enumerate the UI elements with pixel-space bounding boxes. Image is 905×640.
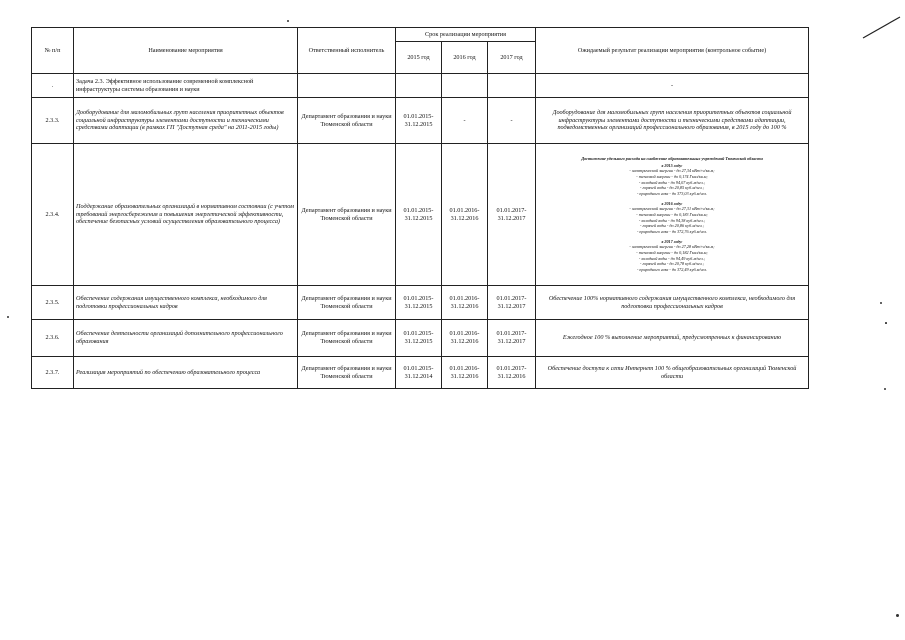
energy-indicator: - электрической энергии - до 27,31 кВт×ч/кв.м; bbox=[629, 206, 715, 212]
energy-indicator: - природного газа - до 373,03 куб.м/чел. bbox=[636, 191, 708, 197]
row-period-2016: 01.01.2016-31.12.2016 bbox=[442, 286, 488, 320]
program-activities-table bbox=[31, 27, 809, 389]
scan-speck bbox=[880, 302, 882, 304]
row-num: 2.3.5. bbox=[32, 286, 74, 320]
energy-year-label: в 2016 году: bbox=[661, 200, 683, 206]
row-period-2017: 01.01.2017-31.12.2017 bbox=[488, 320, 536, 357]
row-period-2015: 01.01.2015-31.12.2015 bbox=[396, 144, 442, 286]
row-responsible: Департамент образования и науки Тюменской области bbox=[298, 320, 396, 357]
header-2017: 2017 год bbox=[488, 42, 536, 74]
scan-speck bbox=[884, 388, 886, 390]
row-responsible: Департамент образования и науки Тюменской области bbox=[298, 357, 396, 389]
table-row bbox=[32, 144, 809, 286]
row-period-2017: - bbox=[488, 98, 536, 144]
row-responsible: Департамент образования и науки Тюменской области bbox=[298, 144, 396, 286]
task-2017 bbox=[488, 74, 536, 98]
scan-speck bbox=[896, 614, 899, 617]
table-row bbox=[32, 98, 809, 144]
row-period-2015: 01.01.2015-31.12.2014 bbox=[396, 357, 442, 389]
row-expected-result: Ежегодное 100 % выполнение мероприятий, предусмотренных к финансированию bbox=[536, 320, 809, 357]
energy-indicator: - горячей воды - до 20,86 куб.м/чел.; bbox=[640, 223, 704, 229]
row-period-2017: 01.01.2017-31.12.2017 bbox=[488, 286, 536, 320]
row-period-2015: 01.01.2015-31.12.2015 bbox=[396, 320, 442, 357]
task-title: Задача 2.3. Эффективное использование современной комплексной инфраструктуры системы образования и науки bbox=[74, 74, 298, 98]
header-2016: 2016 год bbox=[442, 42, 488, 74]
header-num: № п/п bbox=[32, 28, 74, 74]
table-row bbox=[32, 357, 809, 389]
row-period-2017: 01.01.2017-31.12.2017 bbox=[488, 144, 536, 286]
task-2016 bbox=[442, 74, 488, 98]
energy-indicator: - горячей воды - до 20,78 куб.м/чел.; bbox=[640, 261, 704, 267]
scan-stroke-mark bbox=[862, 14, 902, 40]
header-2015: 2015 год bbox=[396, 42, 442, 74]
row-expected-result: Обеспечение 100% нормативного содержания имущественного комплекса, необходимого для подготовки профессиональных кадров bbox=[536, 286, 809, 320]
row-expected-result bbox=[536, 144, 809, 286]
header-responsible: Ответственный исполнитель bbox=[298, 28, 396, 74]
scan-speck bbox=[885, 322, 887, 324]
energy-indicator: - тепловой энергии - до 0,182 Гкал/кв.м; bbox=[636, 250, 708, 256]
task-2015 bbox=[396, 74, 442, 98]
row-num: 2.3.6. bbox=[32, 320, 74, 357]
energy-indicator: - тепловой энергии - до 0,183 Гкал/кв.м; bbox=[636, 212, 708, 218]
energy-indicator: - электрической энергии - до 27,34 кВт×ч/кв.м; bbox=[629, 168, 715, 174]
header-period-group: Срок реализации мероприятия bbox=[396, 28, 536, 42]
row-num: 2.3.3. bbox=[32, 98, 74, 144]
row-activity-name: Дооборудование для маломобильных групп населения приоритетных объектов социальной инфраструктуры элементами доступности и техническими средствами адаптации (в рамках ГП "Доступная среда" на 2011-2015 годы) bbox=[74, 98, 298, 144]
row-activity-name: Поддержание образовательных организаций в нормативном состоянии (с учетом требований энергосбережения и повышения энергетической эффективности, обеспечение безопасных условий осуществления образовательного процесса) bbox=[74, 144, 298, 286]
row-period-2015: 01.01.2015-31.12.2015 bbox=[396, 286, 442, 320]
energy-indicator: - холодной воды - до 94,49 куб.м/чел.; bbox=[638, 255, 706, 261]
task-responsible bbox=[298, 74, 396, 98]
row-period-2016: 01.01.2016-31.12.2016 bbox=[442, 357, 488, 389]
energy-result-heading: Достижение удельного расхода на снабжение образовательных учреждений Тюменской области bbox=[581, 156, 763, 162]
row-num: 2.3.7. bbox=[32, 357, 74, 389]
scan-speck bbox=[287, 20, 289, 22]
energy-indicator: - природного газа - до 372,76 куб.м/чел. bbox=[636, 229, 708, 235]
row-responsible: Департамент образования и науки Тюменской области bbox=[298, 98, 396, 144]
energy-year-label: в 2017 году: bbox=[661, 238, 683, 244]
table-row bbox=[32, 320, 809, 357]
energy-year-label: в 2015 году: bbox=[661, 162, 683, 168]
row-period-2015: 01.01.2015-31.12.2015 bbox=[396, 98, 442, 144]
energy-indicator: - природного газа - до 372,49 куб.м/чел. bbox=[636, 267, 708, 273]
row-expected-result: Дооборудование для маломобильных групп населения приоритетных объектов социальной инфраструктуры элементами доступности и техническими средствами адаптации, подведомственных организаций профессионального образования, в 2015 году до 100 % bbox=[536, 98, 809, 144]
row-num: 2.3.4. bbox=[32, 144, 74, 286]
energy-indicator: - холодной воды - до 94,07 куб.м/чел.; bbox=[638, 179, 706, 185]
header-row-top bbox=[32, 28, 809, 42]
task-result: - bbox=[536, 74, 809, 98]
row-expected-result: Обеспечение доступа к сети Интернет 100 % общеобразовательных организаций Тюменской области bbox=[536, 357, 809, 389]
table-row bbox=[32, 286, 809, 320]
row-activity-name: Реализация мероприятий по обеспечению образовательного процесса bbox=[74, 357, 298, 389]
energy-indicator: - горячей воды - до 20,85 куб.м/чел.; bbox=[640, 185, 704, 191]
task-num: . bbox=[32, 74, 74, 98]
header-name: Наименование мероприятия bbox=[74, 28, 298, 74]
task-row bbox=[32, 74, 809, 98]
row-period-2017: 01.01.2017-31.12.2016 bbox=[488, 357, 536, 389]
row-period-2016: 01.01.2016-31.12.2016 bbox=[442, 320, 488, 357]
row-period-2016: - bbox=[442, 98, 488, 144]
header-result: Ожидаемый результат реализации мероприятия (контрольное событие) bbox=[536, 28, 809, 74]
row-activity-name: Обеспечение содержания имущественного комплекса, необходимого для подготовки профессиональных кадров bbox=[74, 286, 298, 320]
row-responsible: Департамент образования и науки Тюменской области bbox=[298, 286, 396, 320]
row-period-2016: 01.01.2016-31.12.2016 bbox=[442, 144, 488, 286]
energy-indicator: - холодной воды - до 94,38 куб.м/чел.; bbox=[638, 217, 706, 223]
energy-indicator: - электрической энергии - до 27,28 кВт×ч/кв.м; bbox=[629, 244, 715, 250]
scan-speck bbox=[7, 316, 9, 318]
row-activity-name: Обеспечение деятельности организаций дополнительного профессионального образования bbox=[74, 320, 298, 357]
energy-indicator: - тепловой энергии - до 0,174 Гкал/кв.м; bbox=[636, 174, 708, 180]
